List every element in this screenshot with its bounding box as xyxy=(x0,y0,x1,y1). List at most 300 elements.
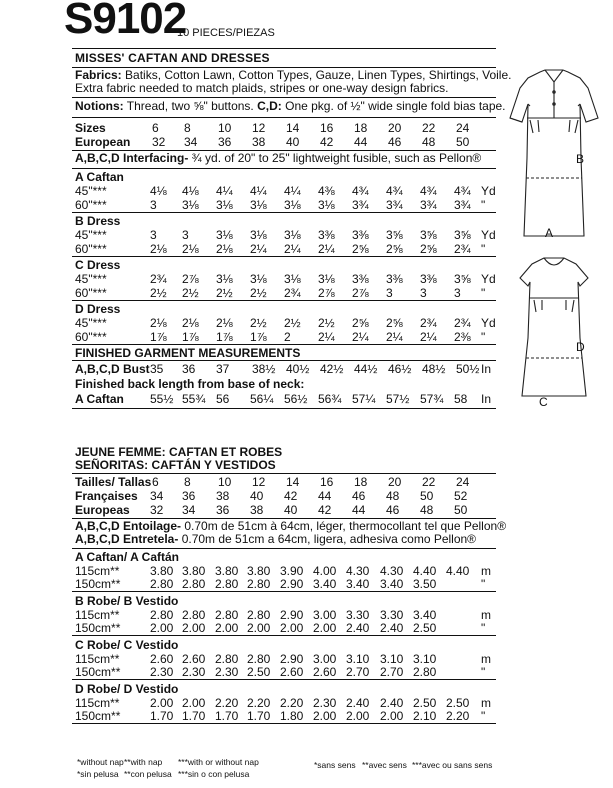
back-length-label: Finished back length from base of neck: xyxy=(75,377,305,391)
yardage-cell: 3⅛ xyxy=(250,228,267,242)
bust-cell: 38½ xyxy=(252,362,276,376)
meterage-cell: 2.00 xyxy=(150,621,174,635)
meterage-cell: 4.30 xyxy=(380,564,404,578)
size-cell: 24 xyxy=(456,121,470,135)
meterage-cell: 2.90 xyxy=(280,577,304,591)
meterage-cell: 3.30 xyxy=(346,608,370,622)
yardage-cell: 2¼ xyxy=(352,330,369,344)
yardage-cell: 2⅛ xyxy=(150,242,167,256)
meterage-cell: 2.00 xyxy=(313,709,337,723)
meterage-cell: 3.10 xyxy=(413,652,437,666)
meterage-cell: 2.00 xyxy=(280,621,304,635)
meterage-cell: 1.70 xyxy=(247,709,271,723)
footnote: **avec sens xyxy=(362,760,407,770)
yardage-cell: 3⅝ xyxy=(386,228,403,242)
yardage-cell: 2¾ xyxy=(454,242,471,256)
yardage-cell: 2½ xyxy=(318,316,335,330)
size-cell: 8 xyxy=(184,475,191,489)
meterage-cell: 2.40 xyxy=(380,696,404,710)
meterage-cell: 3.40 xyxy=(413,608,437,622)
view-heading: D Dress xyxy=(75,302,121,316)
yardage-cell: 2½ xyxy=(250,286,267,300)
length-cell: 56¾ xyxy=(318,392,342,406)
fabric-width-label: 150cm** xyxy=(75,577,121,591)
meterage-cell: 2.20 xyxy=(446,709,470,723)
meterage-cell: 2.30 xyxy=(182,665,206,679)
meterage-cell: 2.40 xyxy=(346,621,370,635)
fabric-width-label: 150cm** xyxy=(75,709,121,723)
yardage-cell: 3 xyxy=(454,286,461,300)
yardage-cell: 2¾ xyxy=(284,286,301,300)
size-cell: 40 xyxy=(250,489,264,503)
fabric-width-label: 115cm** xyxy=(75,608,120,622)
yardage-cell: 4⅛ xyxy=(182,184,199,198)
bust-cell: 50½ xyxy=(456,362,480,376)
size-cell: 36 xyxy=(216,503,230,517)
meterage-cell: 2.30 xyxy=(215,665,239,679)
fabric-width-label: 45"*** xyxy=(75,184,107,198)
yardage-cell: 4¾ xyxy=(352,184,369,198)
fabric-width-label: 60"*** xyxy=(75,198,107,212)
view-heading: A Caftan xyxy=(75,170,124,184)
yardage-cell: 3 xyxy=(420,286,427,300)
length-cell: 57½ xyxy=(386,392,410,406)
length-cell: 56¼ xyxy=(250,392,274,406)
yardage-cell: 2⅝ xyxy=(352,316,369,330)
divider xyxy=(72,723,496,724)
size-cell: 42 xyxy=(284,489,298,503)
size-cell: 40 xyxy=(284,503,298,517)
tailles-label: Tailles/ Tallas xyxy=(75,475,152,489)
size-cell: 16 xyxy=(320,121,334,135)
divider xyxy=(72,408,496,409)
size-cell: 24 xyxy=(456,475,470,489)
meterage-cell: 3.00 xyxy=(313,652,337,666)
yardage-cell: 2½ xyxy=(150,286,167,300)
fabric-width-label: 60"*** xyxy=(75,330,107,344)
yardage-cell: 2¾ xyxy=(454,316,471,330)
meterage-cell: 2.80 xyxy=(247,608,271,622)
unit-label: Yd xyxy=(481,228,496,242)
divider xyxy=(72,300,496,301)
size-cell: 50 xyxy=(454,503,468,517)
meterage-cell: 4.40 xyxy=(446,564,470,578)
size-cell: 42 xyxy=(318,503,332,517)
bust-cell: 37 xyxy=(216,362,230,376)
meterage-cell: 2.50 xyxy=(413,696,437,710)
unit-label: " xyxy=(481,709,486,723)
length-cell: 57¼ xyxy=(352,392,376,406)
european-size-cell: 44 xyxy=(354,135,368,149)
unit-label: Yd xyxy=(481,316,496,330)
fabric-width-label: 60"*** xyxy=(75,286,107,300)
size-cell: 50 xyxy=(420,489,434,503)
meterage-cell: 2.20 xyxy=(247,696,271,710)
european-size-cell: 40 xyxy=(286,135,300,149)
yardage-cell: 2⅛ xyxy=(150,316,167,330)
pieces-count: 10 PIECES/PIEZAS xyxy=(177,27,275,39)
yardage-cell: 2⅞ xyxy=(182,272,199,286)
size-cell: 18 xyxy=(354,121,368,135)
entoilage-line: A,B,C,D Entoilage- 0.70m de 51cm à 64cm, léger, thermocollant tel que Pellon® xyxy=(75,519,507,533)
yardage-cell: 3⅛ xyxy=(182,198,199,212)
meterage-cell: 2.00 xyxy=(346,709,370,723)
european-size-cell: 36 xyxy=(218,135,232,149)
size-cell: 44 xyxy=(318,489,332,503)
yardage-cell: 2¼ xyxy=(420,330,437,344)
size-cell: 48 xyxy=(386,489,400,503)
meterage-cell: 2.60 xyxy=(182,652,206,666)
yardage-cell: 3⅛ xyxy=(318,198,335,212)
unit-label: " xyxy=(481,330,486,344)
bust-label: A,B,C,D Bust xyxy=(75,362,150,376)
fabrics-paragraph: Fabrics: Batiks, Cotton Lawn, Cotton Types, Gauze, Linen Types, Shirtings, Voile. Extra fabric needed to match plaids, stripes or one-way design fabrics. xyxy=(75,68,512,96)
meterage-cell: 3.40 xyxy=(313,577,337,591)
divider xyxy=(72,168,496,169)
meterage-cell: 3.90 xyxy=(280,564,304,578)
bust-cell: 48½ xyxy=(422,362,446,376)
meterage-cell: 2.80 xyxy=(150,577,174,591)
footnote: *without nap xyxy=(77,757,124,767)
unit-label: " xyxy=(481,621,486,635)
meterage-cell: 3.40 xyxy=(380,577,404,591)
size-cell: 36 xyxy=(182,489,196,503)
meterage-cell: 2.80 xyxy=(247,577,271,591)
fabric-width-label: 115cm** xyxy=(75,696,120,710)
yardage-cell: 3 xyxy=(150,198,157,212)
yardage-cell: 2¼ xyxy=(250,242,267,256)
yardage-cell: 2¾ xyxy=(420,316,437,330)
meterage-cell: 3.00 xyxy=(313,608,337,622)
meterage-cell: 1.70 xyxy=(150,709,174,723)
meterage-cell: 2.80 xyxy=(215,652,239,666)
yardage-cell: 3⅜ xyxy=(352,272,369,286)
size-cell: 44 xyxy=(352,503,366,517)
european-size-cell: 48 xyxy=(422,135,436,149)
yardage-cell: 3⅛ xyxy=(216,198,233,212)
francaises-label: Françaises xyxy=(75,489,138,503)
bust-cell: 42½ xyxy=(320,362,344,376)
meterage-cell: 2.00 xyxy=(182,621,206,635)
unit-label: " xyxy=(481,577,486,591)
fabric-width-label: 45"*** xyxy=(75,316,107,330)
length-cell: 56 xyxy=(216,392,230,406)
meterage-cell: 2.50 xyxy=(446,696,470,710)
meterage-cell: 3.80 xyxy=(182,564,206,578)
yardage-cell: 2 xyxy=(284,330,291,344)
yardage-cell: 3⅜ xyxy=(420,272,437,286)
meterage-cell: 2.80 xyxy=(215,608,239,622)
footnote: **con pelusa xyxy=(124,769,172,779)
divider xyxy=(72,635,496,636)
unit-label: " xyxy=(481,665,486,679)
yardage-cell: 3⅝ xyxy=(454,272,471,286)
size-cell: 38 xyxy=(216,489,230,503)
yardage-cell: 2½ xyxy=(216,286,233,300)
unit-label: m xyxy=(481,564,491,578)
size-cell: 10 xyxy=(218,475,232,489)
footnote: **with nap xyxy=(124,757,163,767)
yardage-cell: 3⅛ xyxy=(284,272,301,286)
size-cell: 38 xyxy=(250,503,264,517)
fabric-width-label: 45"*** xyxy=(75,228,107,242)
meterage-cell: 4.40 xyxy=(413,564,437,578)
meterage-cell: 3.80 xyxy=(150,564,174,578)
meterage-cell: 2.60 xyxy=(313,665,337,679)
meterage-cell: 2.50 xyxy=(413,621,437,635)
meterage-cell: 2.00 xyxy=(150,696,174,710)
notions-paragraph: Notions: Thread, two ⅝" buttons. C,D: One pkg. of ½" wide single fold bias tape. xyxy=(75,99,506,113)
size-cell: 34 xyxy=(182,503,196,517)
bust-cell: 36 xyxy=(182,362,196,376)
entretela-line: A,B,C,D Entretela- 0.70m de 51cm a 64cm, ligera, adhesiva como Pellon® xyxy=(75,532,477,546)
meterage-cell: 2.80 xyxy=(247,652,271,666)
yardage-cell: 3⅜ xyxy=(352,228,369,242)
yardage-cell: 2⅛ xyxy=(216,316,233,330)
divider xyxy=(72,212,496,213)
size-cell: 10 xyxy=(218,121,232,135)
size-cell: 48 xyxy=(420,503,434,517)
fabric-width-label: 150cm** xyxy=(75,621,121,635)
yardage-cell: 3⅛ xyxy=(216,272,233,286)
view-label-a: A xyxy=(545,226,554,240)
meterage-cell: 2.80 xyxy=(413,665,437,679)
meterage-cell: 2.00 xyxy=(247,621,271,635)
bust-cell: 44½ xyxy=(354,362,378,376)
fabric-width-label: 115cm** xyxy=(75,564,120,578)
european-size-cell: 32 xyxy=(152,135,166,149)
yardage-cell: 1⅞ xyxy=(250,330,267,344)
size-cell: 20 xyxy=(388,121,402,135)
bust-cell: 46½ xyxy=(388,362,412,376)
caftan-length-label: A Caftan xyxy=(75,392,124,406)
yardage-cell: 2⅞ xyxy=(318,286,335,300)
meterage-cell: 2.00 xyxy=(182,696,206,710)
footnote: *sans sens xyxy=(314,760,356,770)
divider xyxy=(72,679,496,680)
view-label-d: D xyxy=(576,340,585,354)
size-cell: 12 xyxy=(252,121,266,135)
fabric-width-label: 115cm** xyxy=(75,652,120,666)
pattern-number: S9102 xyxy=(64,0,187,43)
unit-label: Yd xyxy=(481,272,496,286)
meterage-cell: 2.00 xyxy=(215,621,239,635)
size-cell: 52 xyxy=(454,489,468,503)
yardage-cell: 4¼ xyxy=(250,184,267,198)
yardage-cell: 4¾ xyxy=(454,184,471,198)
meterage-cell: 2.10 xyxy=(413,709,437,723)
yardage-cell: 3⅛ xyxy=(250,272,267,286)
meterage-cell: 3.10 xyxy=(346,652,370,666)
yardage-cell: 3⅛ xyxy=(318,272,335,286)
yardage-cell: 4¾ xyxy=(420,184,437,198)
meterage-cell: 2.50 xyxy=(247,665,271,679)
european-size-cell: 50 xyxy=(456,135,470,149)
size-cell: 14 xyxy=(286,475,300,489)
yardage-cell: 2½ xyxy=(182,286,199,300)
yardage-cell: 3⅝ xyxy=(420,228,437,242)
european-size-cell: 38 xyxy=(252,135,266,149)
length-cell: 55¾ xyxy=(182,392,206,406)
footnote: ***sin o con pelusa xyxy=(178,769,250,779)
yardage-cell: 3⅛ xyxy=(284,228,301,242)
divider xyxy=(72,473,496,474)
yardage-cell: 4⅛ xyxy=(150,184,167,198)
size-cell: 46 xyxy=(386,503,400,517)
english-title: MISSES' CAFTAN AND DRESSES xyxy=(75,51,270,65)
yardage-cell: 3 xyxy=(386,286,393,300)
unit-label: In xyxy=(481,362,492,376)
meterage-cell: 3.40 xyxy=(346,577,370,591)
meterage-cell: 2.90 xyxy=(280,652,304,666)
meterage-cell: 2.70 xyxy=(346,665,370,679)
size-cell: 6 xyxy=(152,475,159,489)
yardage-cell: 2⅛ xyxy=(216,242,233,256)
meterage-cell: 2.60 xyxy=(150,652,174,666)
meterage-cell: 3.80 xyxy=(215,564,239,578)
view-heading: C Dress xyxy=(75,258,121,272)
footnote: *sin pelusa xyxy=(77,769,119,779)
yardage-cell: 1⅞ xyxy=(216,330,233,344)
meterage-cell: 1.80 xyxy=(280,709,304,723)
divider xyxy=(72,360,496,361)
yardage-cell: 3⅛ xyxy=(216,228,233,242)
yardage-cell: 3⅜ xyxy=(386,272,403,286)
meterage-cell: 4.30 xyxy=(346,564,370,578)
yardage-cell: 3¾ xyxy=(420,198,437,212)
divider xyxy=(72,591,496,592)
bust-cell: 35 xyxy=(150,362,164,376)
unit-label: m xyxy=(481,696,491,710)
divider xyxy=(72,97,496,98)
yardage-cell: 2⅛ xyxy=(182,242,199,256)
size-cell: 32 xyxy=(150,503,164,517)
sizes-label: Sizes xyxy=(75,121,106,135)
meterage-cell: 2.30 xyxy=(313,696,337,710)
yardage-cell: 3 xyxy=(182,228,189,242)
view-heading: A Caftan/ A Caftán xyxy=(75,550,180,564)
unit-label: " xyxy=(481,242,486,256)
size-cell: 34 xyxy=(150,489,164,503)
finished-measurements-title: FINISHED GARMENT MEASUREMENTS xyxy=(75,346,301,360)
meterage-cell: 2.90 xyxy=(280,608,304,622)
meterage-cell: 3.80 xyxy=(247,564,271,578)
yardage-cell: 2⅝ xyxy=(352,242,369,256)
meterage-cell: 4.00 xyxy=(313,564,337,578)
view-heading: C Robe/ C Vestido xyxy=(75,638,179,652)
length-cell: 57¾ xyxy=(420,392,444,406)
meterage-cell: 2.20 xyxy=(215,696,239,710)
size-cell: 14 xyxy=(286,121,300,135)
size-cell: 22 xyxy=(422,475,436,489)
yardage-cell: 2¾ xyxy=(150,272,167,286)
yardage-cell: 3¾ xyxy=(454,198,471,212)
fabric-width-label: 45"*** xyxy=(75,272,107,286)
yardage-cell: 3¾ xyxy=(352,198,369,212)
yardage-cell: 2⅝ xyxy=(386,316,403,330)
yardage-cell: 3 xyxy=(150,228,157,242)
caftan-sketch xyxy=(500,58,610,248)
size-cell: 16 xyxy=(320,475,334,489)
yardage-cell: 2½ xyxy=(284,316,301,330)
length-cell: 56½ xyxy=(284,392,308,406)
bust-cell: 40½ xyxy=(286,362,310,376)
divider xyxy=(72,117,496,118)
divider xyxy=(72,344,496,345)
yardage-cell: 2⅛ xyxy=(182,316,199,330)
meterage-cell: 2.80 xyxy=(150,608,174,622)
unit-label: " xyxy=(481,198,486,212)
divider xyxy=(72,256,496,257)
meterage-cell: 2.40 xyxy=(346,696,370,710)
meterage-cell: 2.80 xyxy=(215,577,239,591)
european-size-cell: 42 xyxy=(320,135,334,149)
view-heading: D Robe/ D Vestido xyxy=(75,682,179,696)
size-cell: 22 xyxy=(422,121,436,135)
metric-title: JEUNE FEMME: CAFTAN ET ROBES xyxy=(75,445,283,459)
yardage-cell: 3⅜ xyxy=(318,228,335,242)
yardage-cell: 4⅜ xyxy=(318,184,335,198)
yardage-cell: 4¼ xyxy=(284,184,301,198)
view-label-c: C xyxy=(539,395,548,409)
yardage-cell: 1⅞ xyxy=(182,330,199,344)
view-label-b: B xyxy=(576,152,585,166)
divider xyxy=(72,48,496,49)
meterage-cell: 2.20 xyxy=(280,696,304,710)
meterage-cell: 3.50 xyxy=(413,577,437,591)
yardage-cell: 2¼ xyxy=(318,330,335,344)
unit-label: " xyxy=(481,286,486,300)
european-size-cell: 34 xyxy=(184,135,198,149)
meterage-cell: 2.80 xyxy=(182,577,206,591)
meterage-cell: 2.00 xyxy=(313,621,337,635)
meterage-cell: 1.70 xyxy=(182,709,206,723)
view-heading: B Dress xyxy=(75,214,121,228)
yardage-cell: 1⅞ xyxy=(150,330,167,344)
meterage-cell: 1.70 xyxy=(215,709,239,723)
meterage-cell: 2.70 xyxy=(380,665,404,679)
dress-sketch xyxy=(500,248,610,418)
size-cell: 20 xyxy=(388,475,402,489)
european-size-cell: 46 xyxy=(388,135,402,149)
europeas-label: Europeas xyxy=(75,503,130,517)
size-cell: 46 xyxy=(352,489,366,503)
meterage-cell: 2.80 xyxy=(182,608,206,622)
fabric-width-label: 150cm** xyxy=(75,665,121,679)
yardage-cell: 2¼ xyxy=(386,330,403,344)
yardage-cell: 2¼ xyxy=(284,242,301,256)
yardage-cell: 2⅝ xyxy=(420,242,437,256)
yardage-cell: 4¼ xyxy=(216,184,233,198)
footnote: ***avec ou sans sens xyxy=(412,760,493,770)
metric-title-spanish: SEÑORITAS: CAFTÁN Y VESTIDOS xyxy=(75,458,276,472)
size-cell: 18 xyxy=(354,475,368,489)
size-cell: 12 xyxy=(252,475,266,489)
divider xyxy=(72,548,496,549)
meterage-cell: 2.30 xyxy=(150,665,174,679)
yardage-cell: 2⅜ xyxy=(454,330,471,344)
unit-label: m xyxy=(481,652,491,666)
size-cell: 6 xyxy=(152,121,159,135)
meterage-cell: 2.00 xyxy=(380,709,404,723)
length-cell: 58 xyxy=(454,392,468,406)
yardage-cell: 2⅞ xyxy=(352,286,369,300)
meterage-cell: 3.30 xyxy=(380,608,404,622)
view-heading: B Robe/ B Vestido xyxy=(75,594,179,608)
yardage-cell: 4¾ xyxy=(386,184,403,198)
yardage-cell: 3⅛ xyxy=(250,198,267,212)
footnote: ***with or without nap xyxy=(178,757,259,767)
